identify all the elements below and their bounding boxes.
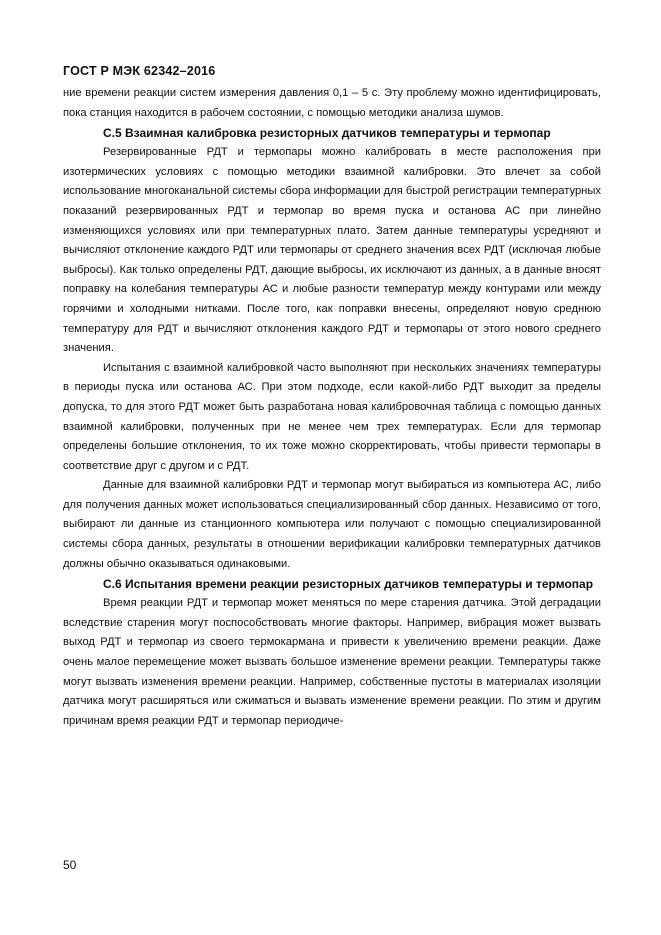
- paragraph-c5-2: Испытания с взаимной калибровкой часто выполняют при нескольких значениях температуры в периоды пуска или останова АС. При этом подходе, если какой-либо РДТ выходит за пределы допуска, то для этого РДТ может быть разработана новая калибровочная таблица с помощью данных взаимной калибровки, полученных при не менее чем трех температурах. Если для термопар определены большие отклонения, то их тоже можно скорректировать, чтобы привести термопары в соответствие друг с другом и с РДТ.: [63, 361, 601, 472]
- section-heading-c5: С.5 Взаимная калибровка резисторных датчиков температуры и термопар: [103, 126, 551, 141]
- document-code-header: ГОСТ Р МЭК 62342–2016: [63, 64, 216, 78]
- page-number: 50: [63, 858, 77, 872]
- paragraph-c6-1: Время реакции РДТ и термопар может меняться по мере старения датчика. Этой деградации вследствие старения могут поспособствовать многие факторы. Например, вибрация может вызвать выход РДТ и термопар из своего термокармана и привести к увеличению времени реакции. Даже очень малое перемещение может вызвать большое изменение времени реакции. Температуры также могут вызвать изменения времени реакции. Например, собственные пустоты в материалах изоляции датчика могут расширяться или сжиматься и вызвать изменение времени реакции. По этим и другим причинам время реакции РДТ и термопар периодиче-: [63, 597, 601, 727]
- paragraph-c5-1: Резервированные РДТ и термопары можно калибровать в месте расположения при изотермических условиях с помощью методики взаимной калибровки. Это влечет за собой использование многоканальной системы сбора информации для быстрой регистрации температурных показаний резервированных РДТ и термопар во время пуска и останова АС при линейно изменяющихся условиях или при температурных плато. Затем данные температуры усредняют и вычисляют отклонение каждого РДТ или термопары от среднего значения всех РДТ (исключая любые выбросы). Как только определены РДТ, дающие выбросы, их исключают из данных, а в данные вносят поправку на колебания температуры АС и любые разности температур между контурами или между горячими и холодными нитками. После того, как поправки внесены, определяют новую среднюю температуру для РДТ и вычисляют отклонения каждого РДТ и термопары от этого нового среднего значения.: [63, 146, 601, 355]
- section-heading-c6: С.6 Испытания времени реакции резисторных датчиков температуры и термопар: [103, 577, 594, 592]
- paragraph-c5-3: Данные для взаимной калибровки РДТ и термопар могут выбираться из компьютера АС, либо для получения данных может использоваться специализированный сбор данных. Независимо от того, выбирают ли данные из станционного компьютера или получают с помощью специализированной системы сбора данных, результаты в отношении верификации калибровки температурных датчиков должны обычно оказываться одинаковыми.: [63, 479, 601, 570]
- paragraph-continuation: ние времени реакции систем измерения давления 0,1 – 5 с. Эту проблему можно идентифицировать, пока станция находится в рабочем состоянии, с помощью методики анализа шумов.: [63, 87, 601, 119]
- document-body: [63, 84, 601, 731]
